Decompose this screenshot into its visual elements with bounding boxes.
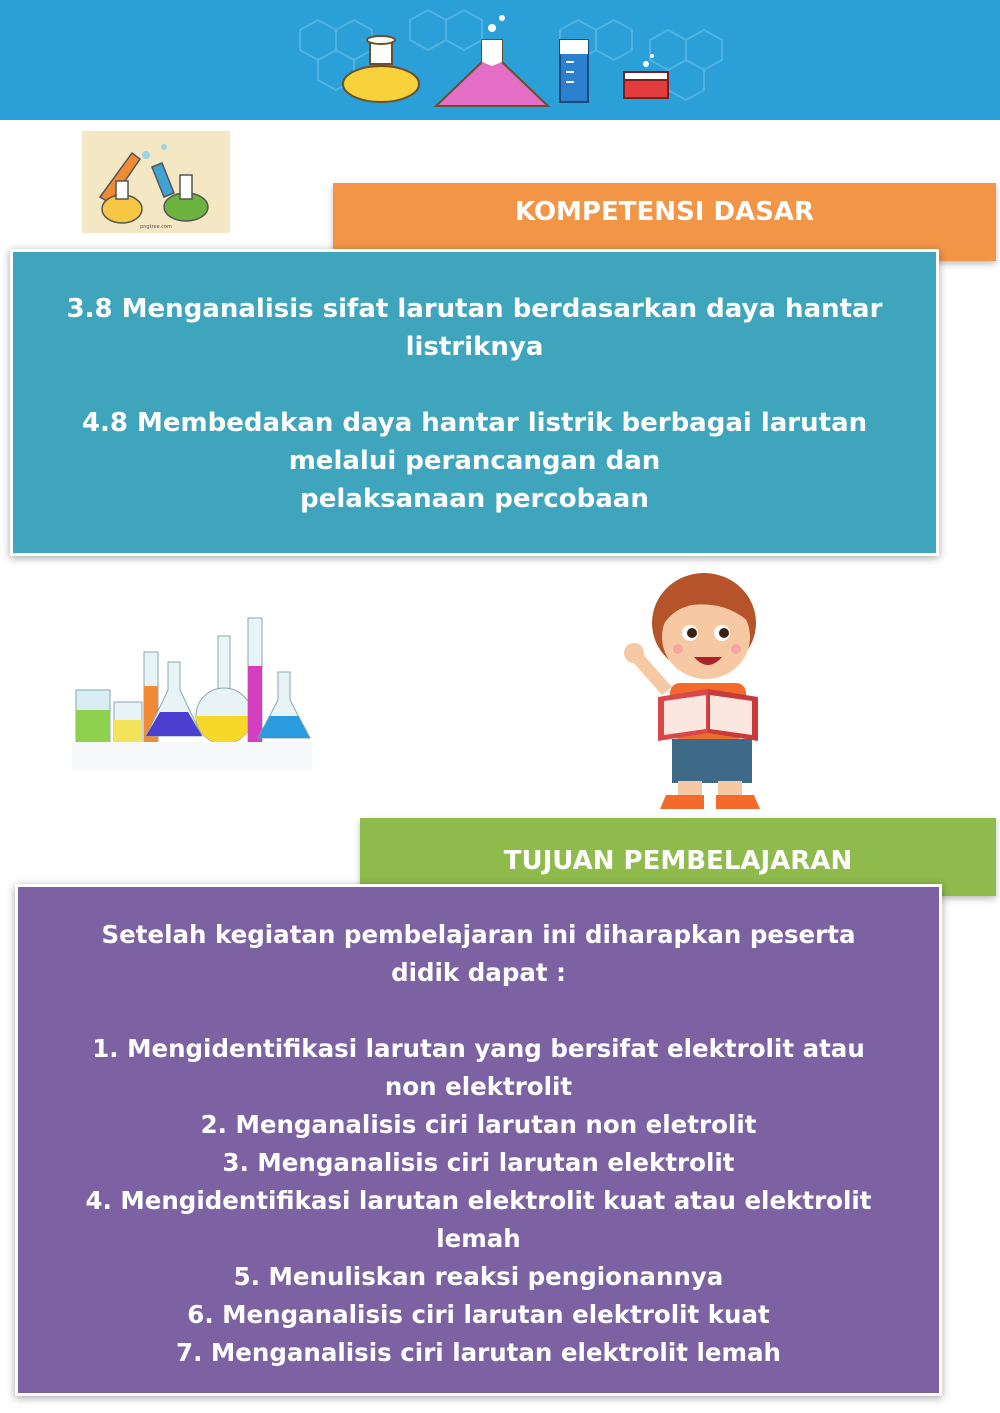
tujuan-list-item: 3. Menganalisis ciri larutan elektrolit — [222, 1148, 735, 1177]
tujuan-list-item: non elektrolit — [384, 1072, 573, 1101]
top-banner — [0, 0, 1000, 120]
kd-4-8-line-3: pelaksanaan percobaan — [300, 484, 649, 514]
tujuan-list-item: 6. Menganalisis ciri larutan elektrolit kuat — [187, 1300, 770, 1329]
boy-reading-icon — [612, 565, 782, 815]
thumbnail-caption: pngtree.com — [140, 224, 172, 230]
graduated-cylinder-icon — [560, 40, 588, 102]
lab-equipment-banner-icon — [0, 0, 1000, 120]
chemistry-thumbnail — [82, 131, 230, 233]
kompetensi-dasar-heading: KOMPETENSI DASAR — [514, 197, 815, 227]
lab-glassware-illustration — [72, 612, 312, 772]
tujuan-list-item: 4. Mengidentifikasi larutan elektrolit kuat atau elektrolit — [85, 1186, 872, 1215]
tujuan-pembelajaran-box — [15, 884, 942, 1396]
test-tubes-icon — [82, 131, 230, 233]
kd-3-8-line-2: listriknya — [405, 332, 544, 362]
kd-3-8-line-1: 3.8 Menganalisis sifat larutan berdasarkan daya hantar — [66, 294, 883, 324]
tujuan-list-item: lemah — [436, 1224, 521, 1253]
tujuan-list-item: 1. Mengidentifikasi larutan yang bersifat elektrolit atau — [92, 1034, 865, 1063]
tujuan-intro-line-2: didik dapat : — [391, 958, 566, 987]
tujuan-list-item: 2. Menganalisis ciri larutan non eletrolit — [200, 1110, 757, 1139]
boy-reading-illustration — [612, 565, 782, 815]
kd-4-8-line-1: 4.8 Membedakan daya hantar listrik berbagai larutan — [81, 408, 868, 438]
tujuan-intro-line-1: Setelah kegiatan pembelajaran ini diharapkan peserta — [101, 920, 856, 949]
glassware-icon — [72, 612, 312, 772]
tujuan-pembelajaran-heading: TUJUAN PEMBELAJARAN — [503, 846, 853, 876]
tujuan-list-item: 5. Menuliskan reaksi pengionannya — [233, 1262, 724, 1291]
test-tube-icon — [624, 54, 668, 98]
kd-4-8-line-2: melalui perancangan dan — [288, 446, 661, 476]
tujuan-list-item: 7. Menganalisis ciri larutan elektrolit lemah — [176, 1338, 781, 1367]
kompetensi-dasar-box — [10, 249, 939, 556]
erlenmeyer-icon — [436, 15, 548, 106]
